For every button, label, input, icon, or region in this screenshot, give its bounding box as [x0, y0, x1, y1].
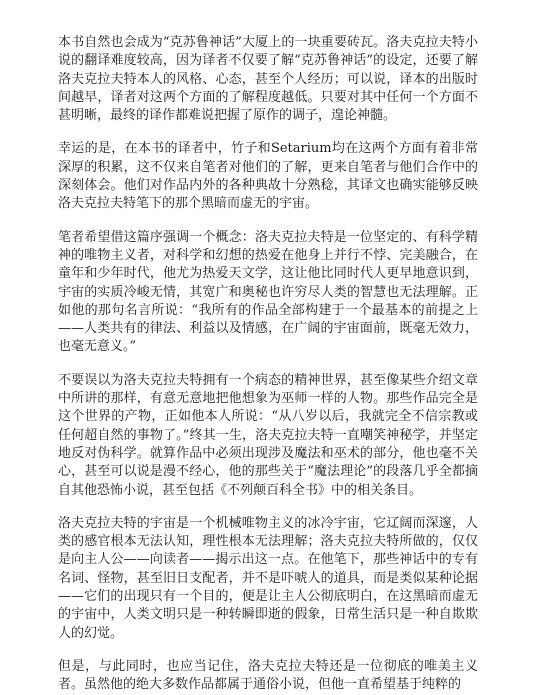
- paragraph-5: 洛夫克拉夫特的宇宙是一个机械唯物主义的冰冷宇宙，它辽阔而深邃，人类的感官根本无法认知，理性根本无法理解；洛夫克拉夫特所做的，仅仅是向主人公——向读者——揭示出这一点。在他笔下，那些神话中的专有名词、怪物，甚至旧日支配者，并不是吓唬人的道具，而是类似某种论据——它们的出现只有一个目的，便是让主人公彻底明白，在这黑暗而虚无的宇宙中，人类文明只是一种转瞬即逝的假象，日常生活只是一种自欺欺人的幻觉。: [58, 515, 478, 641]
- paragraph-6: 但是，与此同时，也应当记住，洛夫克拉夫特还是一位彻底的唯美主义者。虽然他的绝大多数作品都属于通俗小说，但他一直希望基于纯粹的: [58, 658, 478, 693]
- paragraph-4: 不要误以为洛夫克拉夫特拥有一个病态的精神世界，甚至像某些介绍文章中所讲的那样，有意无意地把他想象为巫师一样的人物。那些作品完全是这个世界的产物，正如他本人所说：“从八岁以后，我就完全不信宗教或任何超自然的事物了。”终其一生，洛夫克拉夫特一直嘲笑神秘学，并坚定地反对伪科学。就算作品中必须出现涉及魔法和巫术的部分，他也毫不关心，甚至可以说是漫不经心，他的那些关于“魔法理论”的段落几乎全都摘自其他恐怖小说，甚至包括《不列颠百科全书》中的相关条目。: [58, 372, 478, 498]
- paragraph-2: 幸运的是，在本书的译者中，竹子和Setarium均在这两个方面有着非常深厚的积累，这不仅来自笔者对他们的了解，更来自笔者与他们合作中的深刻体会。他们对作品内外的各种典故十分熟稔，其译文也确实能够反映洛夫克拉夫特笔下的那个黑暗而虚无的宇宙。: [58, 141, 478, 212]
- paragraph-1: 本书自然也会成为“克苏鲁神话”大厦上的一块重要砖瓦。洛夫克拉夫特小说的翻译难度较高，因为译者不仅要了解“克苏鲁神话”的设定，还要了解洛夫克拉夫特本人的风格、心态，甚至个人经历；可以说，译本的出版时间越早，译者对这两个方面的了解程度越低。只要对其中任何一个方面不甚明晰，最终的译作都难说把握了原作的调子，遑论神髓。: [58, 35, 478, 124]
- paragraph-3: 笔者希望借这篇序强调一个概念：洛夫克拉夫特是一位坚定的、有科学精神的唯物主义者，对科学和幻想的热爱在他身上并行不悖、完美融合，在童年和少年时代，他尤为热爱天文学，这让他比同时代人更早地意识到，宇宙的实质冷峻无情，其宽广和奥秘也许穷尽人类的智慧也无法理解。正如他的那句名言所说：“我所有的作品全部构建于一个最基本的前提之上——人类共有的律法、利益以及情感，在广阔的宇宙面前，既毫无效力，也毫无意义。”: [58, 229, 478, 355]
- document-body: [58, 34, 478, 695]
